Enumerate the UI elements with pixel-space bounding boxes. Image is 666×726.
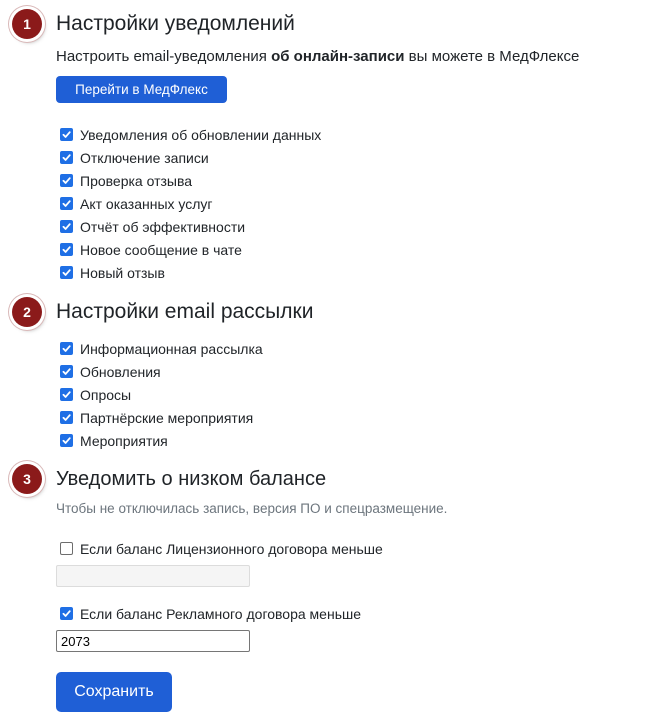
checkbox-item-new-review[interactable]: [60, 261, 321, 284]
checkbox-checked[interactable]: [60, 411, 73, 424]
checkbox-label: Акт оказанных услуг: [80, 195, 213, 212]
checkbox-item-license-balance[interactable]: [60, 537, 383, 560]
checkbox-label: Отчёт об эффективности: [80, 218, 246, 235]
license-balance-input[interactable]: [56, 565, 250, 587]
checkbox-item-info-newsletter[interactable]: [60, 337, 263, 360]
license-balance-option: [60, 537, 383, 560]
low-balance-title: Уведомить о низком балансе: [56, 468, 327, 490]
checkbox-label: Проверка отзыва: [80, 172, 193, 189]
checkbox-item-data-update[interactable]: [60, 123, 321, 146]
checkbox-checked[interactable]: [60, 434, 73, 447]
newsletter-checkbox-list: [60, 337, 263, 452]
checkbox-label: Уведомления об обновлении данных: [80, 126, 322, 143]
step-1-badge: 1: [12, 9, 42, 39]
checkbox-checked[interactable]: [60, 151, 73, 164]
email-newsletter-title: Настройки email рассылки: [56, 300, 314, 323]
checkbox-checked[interactable]: [60, 365, 73, 378]
checkbox-unchecked[interactable]: [60, 542, 73, 555]
medflex-description-before: Настроить email-уведомления: [56, 48, 272, 65]
checkbox-item-updates[interactable]: [60, 360, 263, 383]
advertising-balance-option: [60, 602, 361, 625]
checkbox-item-partner-events[interactable]: [60, 406, 263, 429]
checkbox-label: Новый отзыв: [80, 264, 165, 281]
checkbox-item-review-check[interactable]: [60, 169, 321, 192]
low-balance-description: Чтобы не отключилась запись, версия ПО и спецразмещение.: [56, 501, 448, 516]
checkbox-checked[interactable]: [60, 607, 73, 620]
go-to-medflex-button[interactable]: Перейти в МедФлекс: [56, 76, 227, 103]
checkbox-checked[interactable]: [60, 174, 73, 187]
checkbox-label: Информационная рассылка: [80, 340, 263, 357]
step-2-badge: 2: [12, 297, 42, 327]
checkbox-label: Отключение записи: [80, 149, 209, 166]
checkbox-checked[interactable]: [60, 220, 73, 233]
notifications-settings-title: Настройки уведомлений: [56, 12, 295, 35]
checkbox-item-efficiency-report[interactable]: [60, 215, 321, 238]
checkbox-checked[interactable]: [60, 388, 73, 401]
checkbox-item-booking-disable[interactable]: [60, 146, 321, 169]
checkbox-label: Мероприятия: [80, 432, 168, 449]
medflex-description-bold: об онлайн-записи: [271, 48, 405, 65]
checkbox-item-advertising-balance[interactable]: [60, 602, 361, 625]
medflex-description: [56, 48, 579, 65]
medflex-description-after: вы можете в МедФлексе: [404, 48, 580, 65]
checkbox-label: Партнёрские мероприятия: [80, 409, 254, 426]
checkbox-checked[interactable]: [60, 266, 73, 279]
checkbox-checked[interactable]: [60, 243, 73, 256]
checkbox-label: Если баланс Рекламного договора меньше: [80, 605, 362, 622]
notifications-checkbox-list: [60, 123, 321, 284]
checkbox-checked[interactable]: [60, 342, 73, 355]
checkbox-checked[interactable]: [60, 197, 73, 210]
save-button[interactable]: Сохранить: [56, 672, 172, 712]
checkbox-checked[interactable]: [60, 128, 73, 141]
checkbox-item-services-act[interactable]: [60, 192, 321, 215]
checkbox-label: Новое сообщение в чате: [80, 241, 242, 258]
advertising-balance-input[interactable]: [56, 630, 250, 652]
checkbox-item-chat-message[interactable]: [60, 238, 321, 261]
checkbox-label: Если баланс Лицензионного договора меньше: [80, 540, 383, 557]
checkbox-label: Обновления: [80, 363, 161, 380]
checkbox-item-surveys[interactable]: [60, 383, 263, 406]
step-3-badge: 3: [12, 464, 42, 494]
checkbox-label: Опросы: [80, 386, 132, 403]
checkbox-item-events[interactable]: [60, 429, 263, 452]
